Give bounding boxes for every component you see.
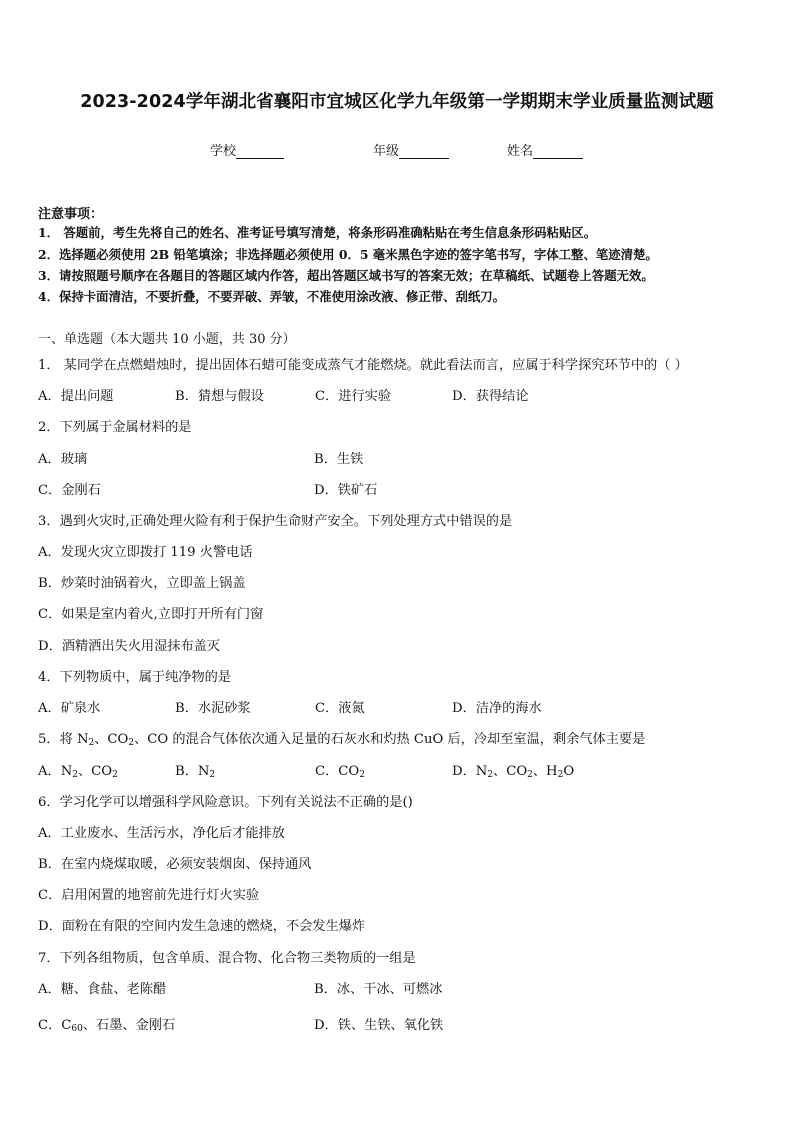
q1-option-a: A．提出问题 xyxy=(38,389,114,404)
q4-option-d: D．洁净的海水 xyxy=(452,701,542,716)
grade-field: 年级 xyxy=(373,140,449,159)
question-6: 6．学习化学可以增强科学风险意识。下列有关说法不正确的是() xyxy=(38,795,413,810)
note-item-2: 2．选择题必须使用 2B 铅笔填涂；非选择题必须使用 0．5 毫米黑色字迹的签字笔书写，字体工整、笔迹清楚。 xyxy=(38,247,658,262)
q1-option-d: D．获得结论 xyxy=(452,389,529,404)
q3-option-d: D．酒精洒出失火用湿抹布盖灭 xyxy=(38,639,221,654)
q4-option-a: A．矿泉水 xyxy=(38,701,101,716)
q7-option-d: D．铁、生铁、氧化铁 xyxy=(314,1018,444,1033)
q3-option-c: C．如果是室内着火,立即打开所有门窗 xyxy=(38,607,264,622)
grade-blank xyxy=(399,146,449,159)
q3-option-b: B．炒菜时油锅着火，立即盖上锅盖 xyxy=(38,576,246,591)
q1-option-b: B．猜想与假设 xyxy=(175,389,264,404)
q6-option-d: D．面粉在有限的空间内发生急速的燃烧，不会发生爆炸 xyxy=(38,919,366,934)
q5-option-a: A．$N_2$、$CO_2$ xyxy=(38,764,118,780)
notes-title: 注意事项： xyxy=(38,207,104,222)
name-field: 姓名 xyxy=(507,140,583,159)
name-blank xyxy=(533,146,583,159)
q7-option-b: B．冰、干冰、可燃冰 xyxy=(314,982,443,997)
q7-option-a: A．糖、食盐、老陈醋 xyxy=(38,982,167,997)
q6-option-b: B．在室内烧煤取暖，必须安装烟囱、保持通风 xyxy=(38,857,312,872)
q6-option-a: A．工业废水、生活污水，净化后才能排放 xyxy=(38,826,285,841)
exam-title: 2023-2024学年湖北省襄阳市宜城区化学九年级第一学期期末学业质量监测试题 xyxy=(80,92,714,112)
q5-option-d: D．$N_2$、$CO_2$、$H_2O$ xyxy=(452,764,575,780)
question-3: 3．遇到火灾时,正确处理火险有利于保护生命财产安全。下列处理方式中错误的是 xyxy=(38,514,513,529)
q5-option-b: B．$N_2$ xyxy=(175,764,216,780)
note-item-4: 4．保持卡面清洁，不要折叠，不要弄破、弄皱，不准使用涂改液、修正带、刮纸刀。 xyxy=(38,289,506,304)
q5-option-c: C．$CO_2$ xyxy=(315,764,365,780)
q4-option-c: C．液氮 xyxy=(315,701,365,716)
q7-option-c: C．$C_{60}$、石墨、金刚石 xyxy=(38,1018,176,1034)
q2-option-d: D．铁矿石 xyxy=(314,483,378,498)
q4-option-b: B．水泥砂浆 xyxy=(175,701,251,716)
q3-option-a: A．发现火灾立即拨打 119 火警电话 xyxy=(38,545,253,560)
question-7: 7．下列各组物质，包含单质、混合物、化合物三类物质的一组是 xyxy=(38,951,416,966)
question-2: 2．下列属于金属材料的是 xyxy=(38,420,192,435)
student-info-row xyxy=(0,140,794,160)
school-blank xyxy=(236,146,284,159)
section-heading: 一、单选题（本大题共 10 小题，共 30 分） xyxy=(38,332,296,347)
q6-option-c: C．启用闲置的地窖前先进行灯火实验 xyxy=(38,888,260,903)
question-4: 4．下列物质中，属于纯净物的是 xyxy=(38,670,232,685)
q1-option-c: C．进行实验 xyxy=(315,389,392,404)
note-item-3: 3．请按照题号顺序在各题目的答题区域内作答，超出答题区域书写的答案无效；在草稿纸、试题卷上答题无效。 xyxy=(38,268,654,283)
school-field: 学校 xyxy=(210,140,284,159)
q2-option-c: C．金刚石 xyxy=(38,483,101,498)
q2-option-b: B．生铁 xyxy=(314,452,364,467)
question-5: 5．将 $N_2$、$CO_2$、CO 的混合气体依次通入足量的石灰水和灼热 CuO 后，冷却至室温，剩余气体主要是 xyxy=(38,732,646,748)
question-1: 1． 某同学在点燃蜡烛时，提出固体石蜡可能变成蒸气才能燃烧。就此看法而言，应属于科学探究环节中的（ ） xyxy=(38,358,688,373)
q2-option-a: A．玻璃 xyxy=(38,452,88,467)
note-item-1: 1． 答题前，考生先将自己的姓名、准考证号填写清楚，将条形码准确粘贴在考生信息条形码粘贴区。 xyxy=(38,225,597,240)
